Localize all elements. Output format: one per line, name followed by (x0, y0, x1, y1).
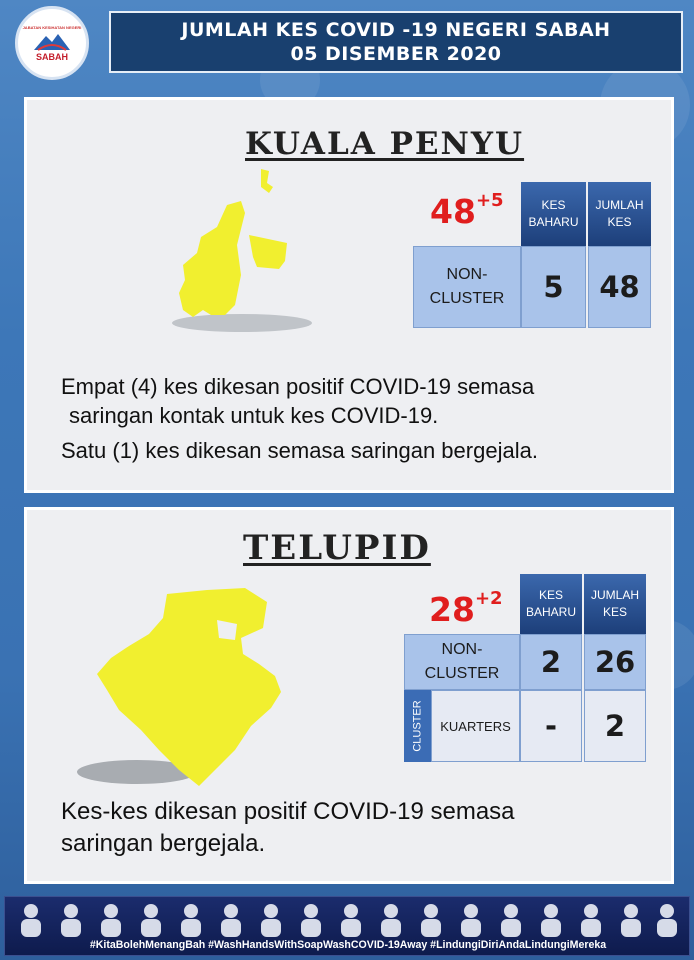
description-line: saringan kontak untuk kes COVID-19. (69, 403, 439, 428)
sabah-health-logo (15, 6, 89, 80)
description-line: saringan bergejala. (61, 830, 266, 857)
new-cases-increase: +5 (475, 190, 504, 211)
footer-banner (4, 896, 690, 956)
total-cases: 48 (430, 192, 476, 231)
case-description (61, 796, 515, 860)
logo-text: SABAH (35, 51, 68, 62)
new-cases-increase: +2 (474, 588, 503, 609)
total-cases-count (430, 192, 504, 231)
new-cases-value: - (520, 690, 582, 762)
column-header-total-cases: JUMLAH KES (584, 574, 646, 634)
total-cases-value: 26 (584, 634, 646, 690)
row-label-non-cluster: NON- CLUSTER (413, 246, 521, 328)
column-header-total-cases: JUMLAH KES (588, 182, 651, 246)
total-cases: 28 (429, 590, 475, 629)
case-description (61, 372, 538, 465)
description-line: Satu (1) kes dikesan semasa saringan bergejala. (61, 438, 538, 463)
title-banner (109, 11, 683, 73)
total-cases-value: 48 (588, 246, 651, 328)
new-cases-value: 5 (521, 246, 586, 328)
district-panel-telupid (24, 507, 674, 884)
telupid-map-icon (67, 580, 307, 795)
total-cases-count (429, 590, 503, 629)
row-label-non-cluster: NON- CLUSTER (404, 634, 520, 690)
frontliner-figures-icon (11, 901, 685, 937)
description-line: Kes-kes dikesan positif COVID-19 semasa (61, 798, 515, 825)
district-name: KUALA PENYU (245, 126, 525, 162)
kuala-penyu-map-icon (137, 165, 327, 345)
column-header-new-cases: KES BAHARU (521, 182, 586, 246)
cluster-group-label: CLUSTER (404, 690, 431, 762)
new-cases-value: 2 (520, 634, 582, 690)
campaign-hashtags: #KitaBolehMenangBah #WashHandsWithSoapWashCOVID-19Away #LindungiDiriAndaLindungiMereka (89, 939, 607, 951)
total-cases-value: 2 (584, 690, 646, 762)
row-label-kuarters: KUARTERS (431, 690, 520, 762)
logo-subtitle: JABATAN KESIHATAN NEGERI (22, 24, 82, 30)
page-title: JUMLAH KES COVID -19 NEGERI SABAH (181, 19, 611, 41)
district-name: TELUPID (243, 528, 431, 568)
report-date: 05 DISEMBER 2020 (290, 43, 502, 65)
description-line: Empat (4) kes dikesan positif COVID-19 semasa (61, 374, 535, 399)
column-header-new-cases: KES BAHARU (520, 574, 582, 634)
mountain-logo-icon (32, 30, 72, 52)
district-panel-kuala-penyu (24, 97, 674, 493)
